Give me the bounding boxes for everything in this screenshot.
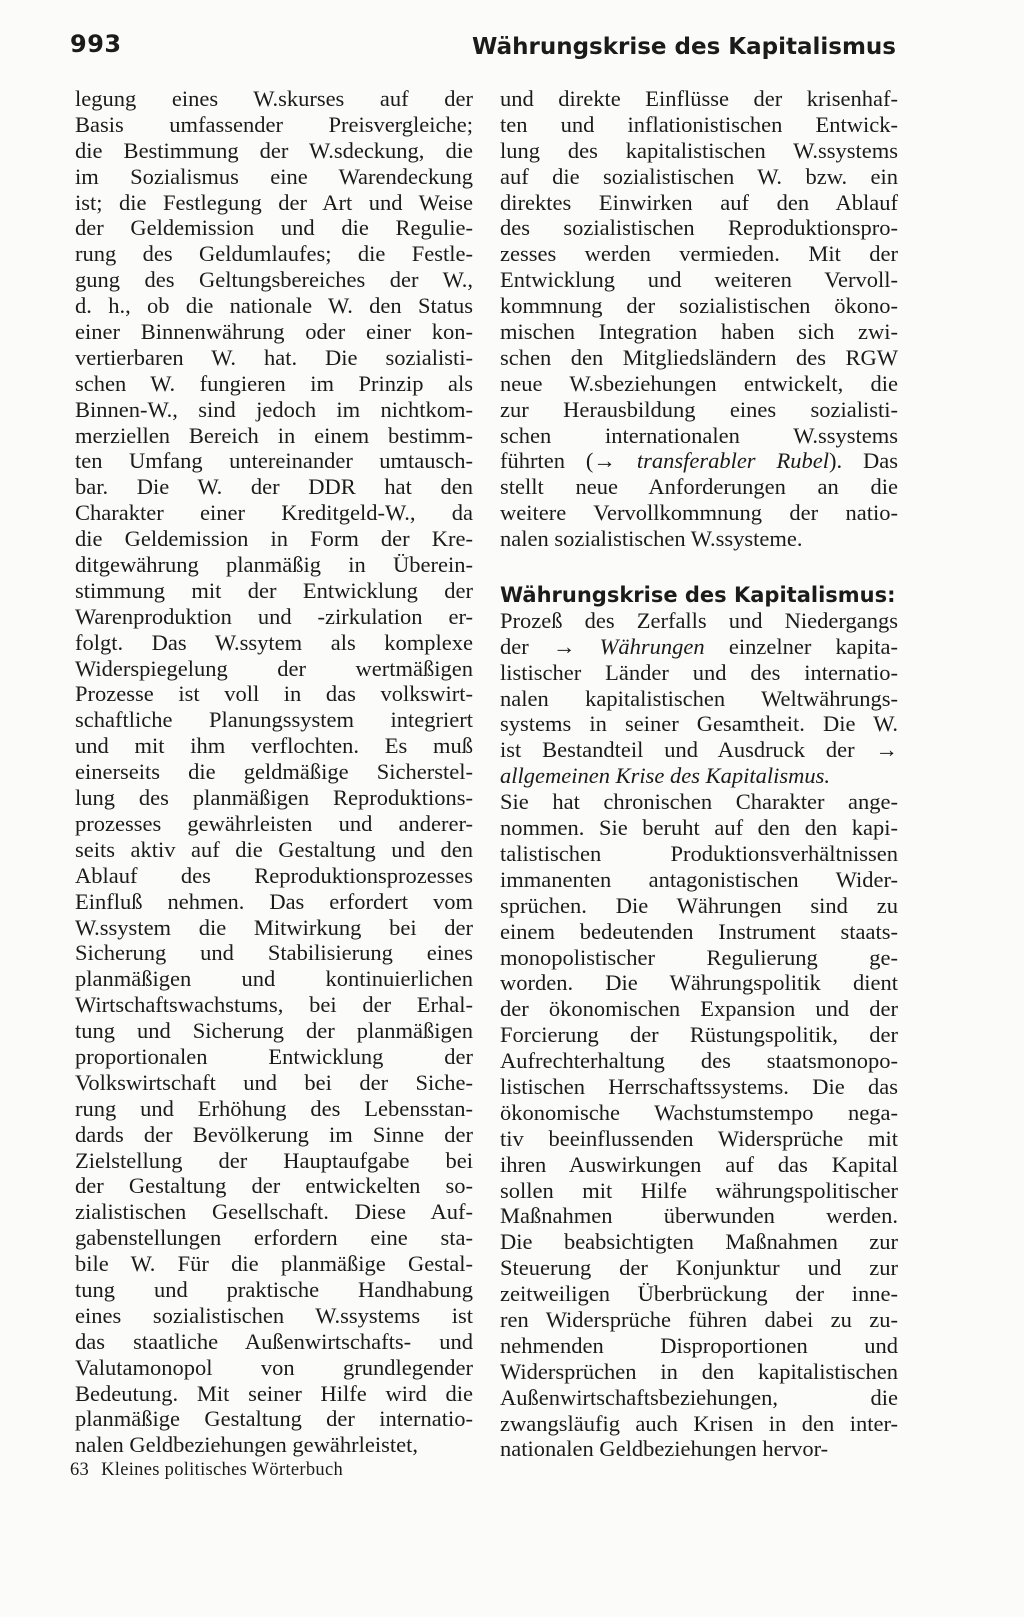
cross-reference-link[interactable]: allgemeinen Krise des Kapitalismus.	[500, 763, 830, 789]
text-line: folgt. Das W.ssytem als komplexe	[75, 629, 473, 655]
arrow-icon: →	[552, 633, 576, 659]
text-line: bile W. Für die planmäßige Gestal-	[75, 1251, 473, 1277]
text-line: Steuerung der Konjunktur und zur	[500, 1255, 898, 1281]
text-line: die Geldemission in Form der Kre-	[75, 526, 473, 552]
text-line: Forcierung der Rüstungspolitik, der	[500, 1022, 898, 1048]
text-line: die Bestimmung der W.sdeckung, die	[75, 137, 473, 163]
text-line: rung und Erhöhung des Lebensstan-	[75, 1095, 473, 1121]
text-line: direktes Einwirken auf den Ablauf	[500, 189, 898, 215]
text-line: nalen sozialistischen W.ssysteme.	[500, 526, 803, 552]
text-line: Prozeß des Zerfalls und Niedergangs	[500, 607, 898, 633]
text-line: legung eines W.skurses auf der	[75, 86, 473, 111]
text-line: sollen mit Hilfe währungspolitischer	[500, 1177, 898, 1203]
text-line: ditgewährung planmäßig in Überein-	[75, 552, 473, 578]
text-line: dards der Bevölkerung im Sinne der	[75, 1121, 473, 1147]
text-line: merziellen Bereich in einem bestimm-	[75, 422, 473, 448]
text-line: Widerspiegelung der wertmäßigen	[75, 655, 473, 681]
text-line: schen W. fungieren im Prinzip als	[75, 370, 473, 396]
text-line: Die beabsichtigten Maßnahmen zur	[500, 1229, 898, 1255]
text-line: führten (→ transferabler Rubel). Das	[500, 448, 898, 474]
text-line: des sozialistischen Reproduktionspro-	[500, 215, 898, 241]
text-line: ten Umfang untereinander umtausch-	[75, 448, 473, 474]
text-line: stellt neue Anforderungen an die	[500, 474, 898, 500]
text-line: eines sozialistischen W.ssystems ist	[75, 1302, 473, 1328]
text-line: einem bedeutenden Instrument staats-	[500, 918, 898, 944]
entry-separator	[500, 552, 898, 582]
text-line: einerseits die geldmäßige Sicherstel-	[75, 759, 473, 785]
text-line: mischen Integration haben sich zwi-	[500, 319, 898, 345]
text-line: nommen. Sie beruht auf den den kapi-	[500, 815, 898, 841]
text-line: Einfluß nehmen. Das erfordert vom	[75, 888, 473, 914]
text-line: monopolistischer Regulierung ge-	[500, 944, 898, 970]
text-line: zur Herausbildung eines sozialisti-	[500, 396, 898, 422]
text-line: stimmung mit der Entwicklung der	[75, 577, 473, 603]
text-line: einer Binnenwährung oder einer kon-	[75, 319, 473, 345]
text-line: systems in seiner Gesamtheit. Die W.	[500, 711, 898, 737]
text-line: proportionalen Entwicklung der	[75, 1043, 473, 1069]
arrow-icon: →	[875, 737, 898, 763]
text-line: und direkte Einflüsse der krisenhaf-	[500, 86, 898, 111]
text-line: der Gestaltung der entwickelten so-	[75, 1173, 473, 1199]
cross-reference-link[interactable]: Währungen	[599, 633, 705, 659]
text-line: Charakter einer Kreditgeld-W., da	[75, 500, 473, 526]
text-line: planmäßigen und kontinuierlichen	[75, 966, 473, 992]
text-line: tung und praktische Handhabung	[75, 1276, 473, 1302]
text-line: schaftliche Planungssystem integriert	[75, 707, 473, 733]
text-line: kommnung der sozialistischen ökono-	[500, 293, 898, 319]
text-line: weitere Vervollkommnung der natio-	[500, 500, 898, 526]
page-number: 993	[70, 30, 122, 58]
text-line: nalen kapitalistischen Weltwährungs-	[500, 685, 898, 711]
text-line: Widersprüchen in den kapitalistischen	[500, 1358, 898, 1384]
text-line: rung des Geldumlaufes; die Festle-	[75, 241, 473, 267]
text-line: nehmenden Disproportionen und	[500, 1332, 898, 1358]
text-line: der → Währungen einzelner kapita-	[500, 633, 899, 659]
text-line: Bedeutung. Mit seiner Hilfe wird die	[75, 1380, 473, 1406]
text-line: Prozesse ist voll in das volkswirt-	[75, 681, 473, 707]
text-line: prozesses gewährleisten und anderer-	[75, 810, 473, 836]
text-line: d. h., ob die nationale W. den Status	[75, 293, 473, 319]
text-line: der ökonomischen Expansion und der	[500, 996, 898, 1022]
text-line: tung und Sicherung der planmäßigen	[75, 1018, 473, 1044]
text-line: Wirtschaftswachstums, bei der Erhal-	[75, 992, 473, 1018]
text-line: das staatliche Außenwirtschafts- und	[75, 1328, 473, 1354]
text-line: gung des Geltungsbereiches der W.,	[75, 267, 473, 293]
text-line: gabenstellungen erfordern eine sta-	[75, 1225, 473, 1251]
text-line: ten und inflationistischen Entwick-	[500, 111, 898, 137]
text-line: Außenwirtschaftsbeziehungen, die	[500, 1384, 898, 1410]
text-line: Maßnahmen überwunden werden.	[500, 1203, 898, 1229]
text-line: Entwicklung und weiteren Vervoll-	[500, 267, 898, 293]
text-line: ist; die Festlegung der Art und Weise	[75, 189, 473, 215]
text-line: Ablauf des Reproduktionsprozesses	[75, 862, 473, 888]
left-column	[75, 86, 473, 1458]
running-head: Währungskrise des Kapitalismus	[472, 34, 896, 60]
dictionary-entry	[500, 582, 898, 1462]
text-line: schen den Mitgliedsländern des RGW	[500, 344, 898, 370]
text-line: sprüchen. Die Währungen sind zu	[500, 892, 898, 918]
text-line: immanenten antagonistischen Wider-	[500, 866, 898, 892]
text-line: zwangsläufig auch Krisen in den inter-	[500, 1410, 898, 1436]
cross-reference-link[interactable]: transferabler Rubel	[636, 448, 829, 474]
text-line: zialistischen Gesellschaft. Diese Auf-	[75, 1199, 473, 1225]
text-line: ökonomische Wachstumstempo nega-	[500, 1099, 898, 1125]
text-line: und mit ihm verflochten. Es muß	[75, 733, 473, 759]
text-line: der Geldemission und die Regulie-	[75, 215, 473, 241]
text-line: seits aktiv auf die Gestaltung und den	[75, 836, 473, 862]
text-line: vertierbaren W. hat. Die sozialisti-	[75, 344, 473, 370]
text-line: nationalen Geldbeziehungen hervor-	[500, 1436, 829, 1462]
text-line: Volkswirtschaft und bei der Siche-	[75, 1069, 473, 1095]
text-line: W.ssystem die Mitwirkung bei der	[75, 914, 473, 940]
text-line: bar. Die W. der DDR hat den	[75, 474, 473, 500]
text-line: Aufrechterhaltung des staatsmonopo-	[500, 1048, 898, 1074]
text-line: listischen Herrschaftssystems. Die das	[500, 1073, 898, 1099]
text-line: Binnen-W., sind jedoch im nichtkom-	[75, 396, 473, 422]
text-line: schen internationalen W.ssystems	[500, 422, 898, 448]
text-line: im Sozialismus eine Warendeckung	[75, 163, 473, 189]
text-line: auf die sozialistischen W. bzw. ein	[500, 163, 898, 189]
text-line: Warenproduktion und -zirkulation er-	[75, 603, 473, 629]
text-line: Valutamonopol von grundlegender	[75, 1354, 473, 1380]
right-column	[500, 86, 898, 1462]
text-line: nalen Geldbeziehungen gewährleistet,	[75, 1432, 418, 1458]
previous-entry-continuation-end	[500, 474, 898, 552]
text-line: Sie hat chronischen Charakter ange-	[500, 789, 898, 815]
text-line: ist Bestandteil und Ausdruck der →	[500, 737, 898, 763]
text-line: ren Widersprüche führen dabei zu zu-	[500, 1306, 898, 1332]
text-line: Sicherung und Stabilisierung eines	[75, 940, 473, 966]
text-line: tiv beeinflussenden Widersprüche mit	[500, 1125, 898, 1151]
text-line: lung des kapitalistischen W.ssystems	[500, 137, 898, 163]
text-line: worden. Die Währungspolitik dient	[500, 970, 898, 996]
signature-number: 63	[70, 1460, 90, 1480]
arrow-icon: →	[593, 448, 616, 474]
entry-title: Währungskrise des Kapitalismus:	[500, 583, 896, 608]
text-line: zesses werden vermieden. Mit der	[500, 241, 898, 267]
text-line: listischer Länder und des internatio-	[500, 659, 898, 685]
text-line: talistischen Produktionsverhältnissen	[500, 840, 898, 866]
previous-entry-continuation	[500, 86, 898, 448]
page-footer	[70, 1460, 343, 1481]
text-line	[500, 763, 898, 789]
text-line: zeitweiligen Überbrückung der inne-	[500, 1281, 898, 1307]
text-line: Zielstellung der Hauptaufgabe bei	[75, 1147, 473, 1173]
text-line: Basis umfassender Preisvergleiche;	[75, 111, 473, 137]
book-title: Kleines politisches Wörterbuch	[101, 1460, 344, 1480]
text-line: planmäßige Gestaltung der internatio-	[75, 1406, 473, 1432]
text-line: neue W.sbeziehungen entwickelt, die	[500, 370, 898, 396]
text-line: ihren Auswirkungen auf das Kapital	[500, 1151, 898, 1177]
text-line: lung des planmäßigen Reproduktions-	[75, 785, 473, 811]
